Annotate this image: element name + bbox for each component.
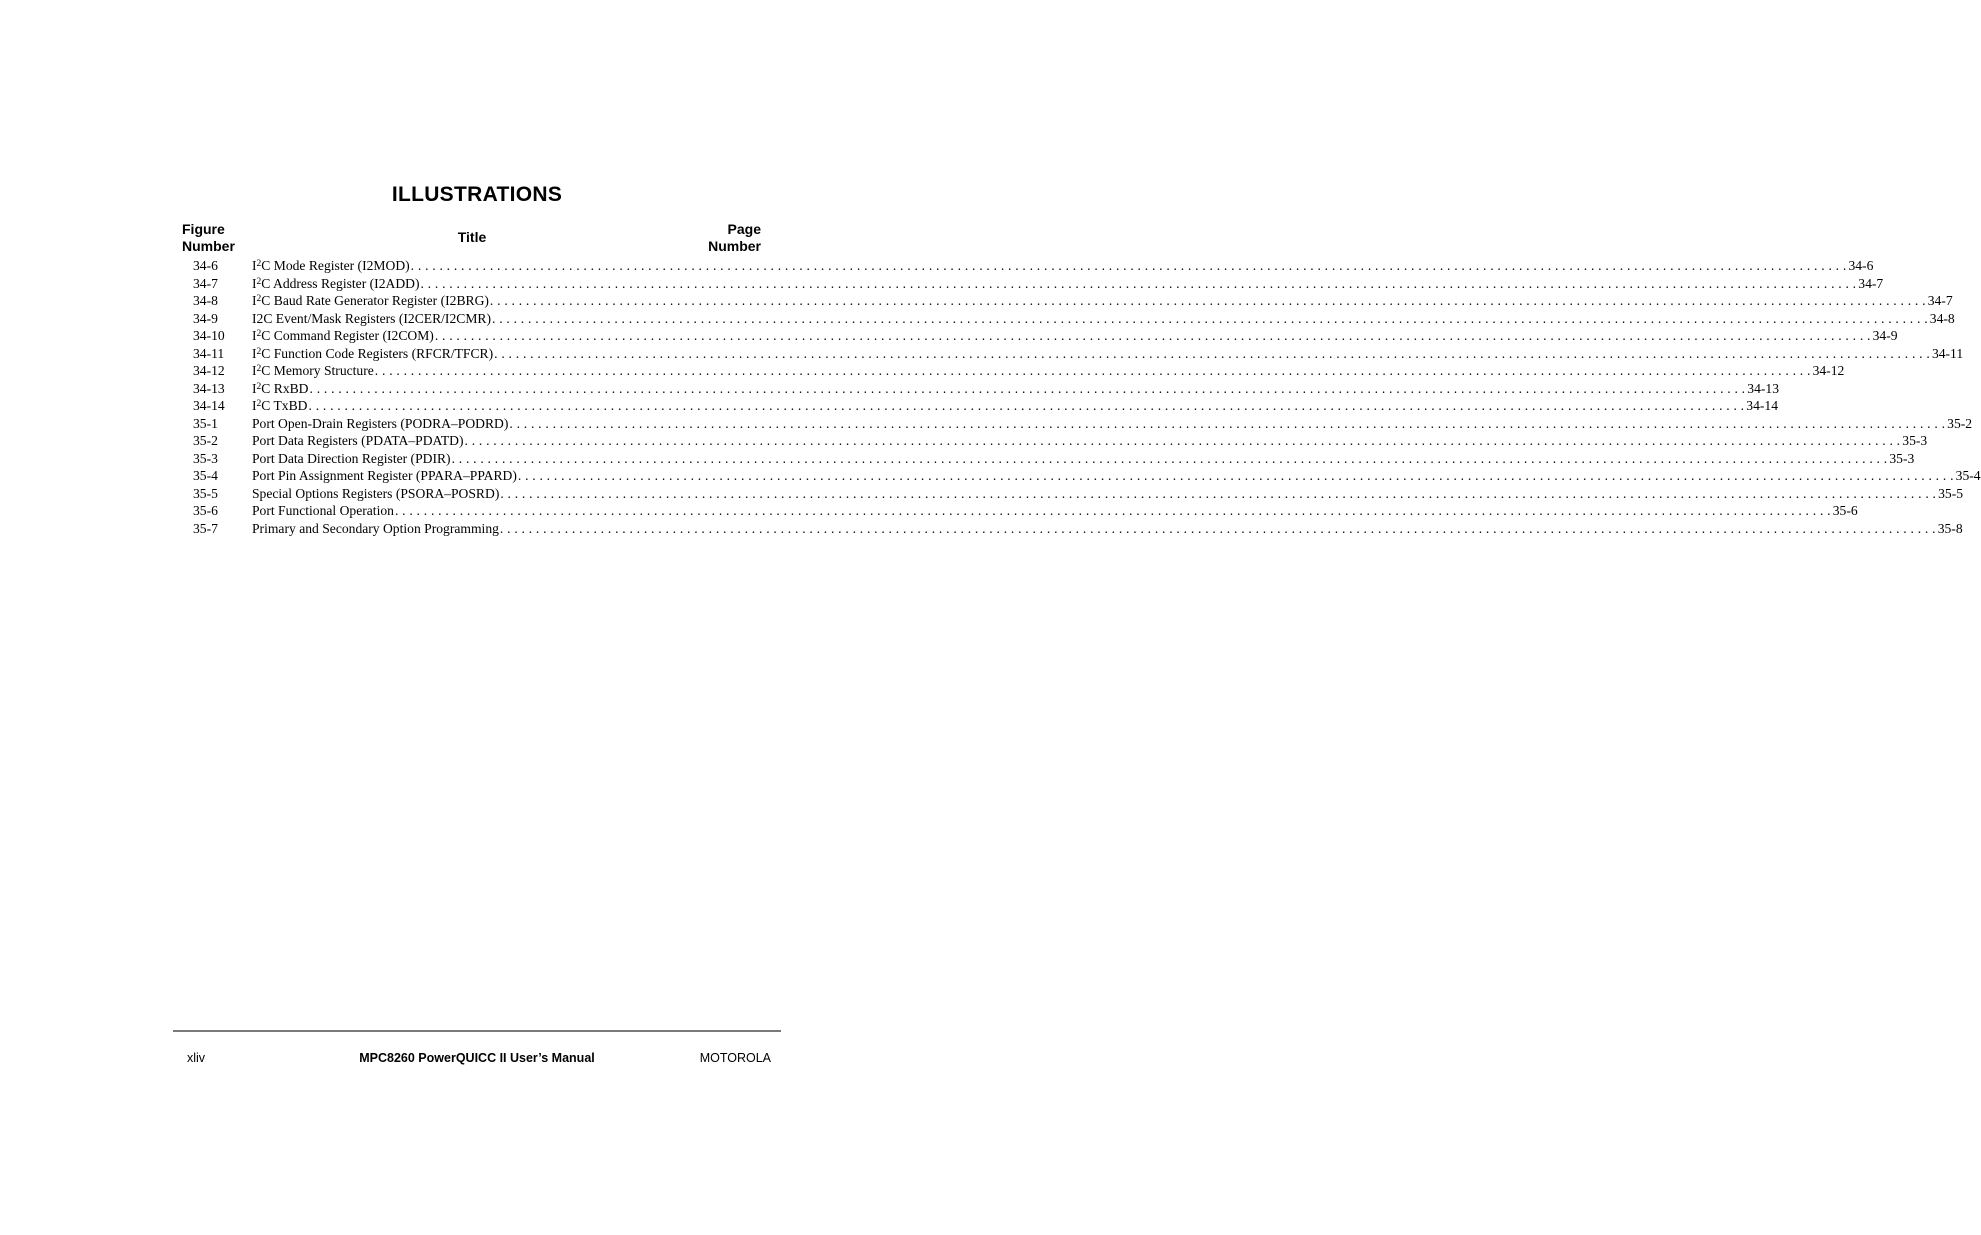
dot-leader: . . . . . . . . . . . . . . . . . . . . . . . . . . . . . . . . . . . . . . . . . . . . . . . . . . . . . . . . . . . . . . . . . . . . . . . . . . . . . . . . . . . . . . . . . . . . . . . . . . . . . . . . . . . . . . . . . . . . . . . . . . . . . . . . . . . . . . . . . . . . . . . . . . . . . . . . . . . . . . . . . . . . . . . . . . . . . . . . . . . . . . . . . . . . . . . . . . . . . . . . xyxy=(492,310,1928,326)
toc-entry[interactable] xyxy=(193,380,1779,398)
figure-title xyxy=(252,327,434,345)
dot-leader: . . . . . . . . . . . . . . . . . . . . . . . . . . . . . . . . . . . . . . . . . . . . . . . . . . . . . . . . . . . . . . . . . . . . . . . . . . . . . . . . . . . . . . . . . . . . . . . . . . . . . . . . . . . . . . . . . . . . . . . . . . . . . . . . . . . . . . . . . . . . . . . . . . . . . . . . . . . . . . . . . . . . . . . . . . . . . . . . . . . . . . . . . . . . . . . . . . . . . . . . xyxy=(420,275,1857,291)
figure-number: 34-6 xyxy=(193,258,218,273)
superscript: 2 xyxy=(256,364,262,374)
illustrations-list xyxy=(193,257,1981,537)
dot-leader: . . . . . . . . . . . . . . . . . . . . . . . . . . . . . . . . . . . . . . . . . . . . . . . . . . . . . . . . . . . . . . . . . . . . . . . . . . . . . . . . . . . . . . . . . . . . . . . . . . . . . . . . . . . . . . . . . . . . . . . . . . . . . . . . . . . . . . . . . . . . . . . . . . . . . . . . . . . . . . . . . . . . . . . . . . . . . . . . . . . . . . . . . . . . . . . . . . . . . . . . xyxy=(308,398,1745,413)
superscript: 2 xyxy=(256,294,262,304)
page-number: 34-14 xyxy=(1746,398,1778,413)
figure-title xyxy=(252,380,309,398)
dot-leader: . . . . . . . . . . . . . . . . . . . . . . . . . . . . . . . . . . . . . . . . . . . . . . . . . . . . . . . . . . . . . . . . . . . . . . . . . . . . . . . . . . . . . . . . . . . . . . . . . . . . . . . . . . . . . . . . . . . . . . . . . . . . . . . . . . . . . . . . . . . . . . . . . . . . . . . . . . . . . . . . . . . . . . . . . . . . . . . . . . . . . . . . . . . . . . . . . . . . . . . . xyxy=(374,363,1811,378)
figure-title-text: C Function Code Registers (RFCR/TFCR) xyxy=(261,345,494,361)
toc-entry-body xyxy=(252,362,1845,380)
superscript: 2 xyxy=(256,399,262,409)
figure-title-prefix: I xyxy=(252,363,257,378)
figure-title xyxy=(252,362,374,380)
dot-leader: . . . . . . . . . . . . . . . . . . . . . . . . . . . . . . . . . . . . . . . . . . . . . . . . . . . . . . . . . . . . . . . . . . . . . . . . . . . . . . . . . . . . . . . . . . . . . . . . . . . . . . . . . . . . . . . . . . . . . . . . . . . . . . . . . . . . . . . . . . . . . . . . . . . . . . . . . . . . . . . . . . . . . . . . . . . . . . . . . . . . . . . . . . . . . . . . . . . . . . . . xyxy=(517,468,1954,483)
figure-title-prefix: I xyxy=(252,345,257,361)
figure-number: 35-3 xyxy=(193,450,218,466)
figure-title-text: C Baud Rate Generator Register (I2BRG) xyxy=(261,293,489,308)
figure-number: 35-2 xyxy=(193,433,218,448)
dot-leader: . . . . . . . . . . . . . . . . . . . . . . . . . . . . . . . . . . . . . . . . . . . . . . . . . . . . . . . . . . . . . . . . . . . . . . . . . . . . . . . . . . . . . . . . . . . . . . . . . . . . . . . . . . . . . . . . . . . . . . . . . . . . . . . . . . . . . . . . . . . . . . . . . . . . . . . . . . . . . . . . . . . . . . . . . . . . . . . . . . . . . . . . . . . . . . . . . . . . . . . . xyxy=(394,503,1831,518)
figure-number: 34-11 xyxy=(193,345,225,361)
figure-title-text: C Address Register (I2ADD) xyxy=(261,275,420,291)
figure-title xyxy=(252,415,508,433)
figure-number-column-header xyxy=(182,221,235,255)
figure-title xyxy=(252,345,493,363)
page-number: 34-8 xyxy=(1929,310,1955,326)
superscript: 2 xyxy=(256,346,262,357)
dot-leader: . . . . . . . . . . . . . . . . . . . . . . . . . . . . . . . . . . . . . . . . . . . . . . . . . . . . . . . . . . . . . . . . . . . . . . . . . . . . . . . . . . . . . . . . . . . . . . . . . . . . . . . . . . . . . . . . . . . . . . . . . . . . . . . . . . . . . . . . . . . . . . . . . . . . . . . . . . . . . . . . . . . . . . . . . . . . . . . . . . . . . . . . . . . . . . . . . . . . . . . . xyxy=(410,258,1847,273)
toc-entry[interactable] xyxy=(193,397,1778,415)
toc-entry[interactable] xyxy=(193,362,1845,380)
figure-number: 35-5 xyxy=(193,485,218,501)
figure-title-prefix: I xyxy=(252,398,257,413)
toc-entry-body xyxy=(252,310,1955,328)
figure-title xyxy=(252,310,491,328)
figure-title xyxy=(252,292,489,310)
page-number: 34-13 xyxy=(1747,380,1779,396)
figure-title-prefix: I xyxy=(252,258,257,273)
page-number: 35-3 xyxy=(1902,433,1928,448)
toc-entry-body xyxy=(252,275,1884,293)
toc-entry[interactable] xyxy=(193,310,1955,328)
figure-title-prefix: I xyxy=(252,293,257,308)
dot-leader: . . . . . . . . . . . . . . . . . . . . . . . . . . . . . . . . . . . . . . . . . . . . . . . . . . . . . . . . . . . . . . . . . . . . . . . . . . . . . . . . . . . . . . . . . . . . . . . . . . . . . . . . . . . . . . . . . . . . . . . . . . . . . . . . . . . . . . . . . . . . . . . . . . . . . . . . . . . . . . . . . . . . . . . . . . . . . . . . . . . . . . . . . . . . . . . . . . . . . . . . xyxy=(499,520,1936,536)
figure-title-text: C Memory Structure xyxy=(261,363,374,378)
toc-entry[interactable] xyxy=(193,520,1963,538)
toc-entry-body xyxy=(252,485,1964,503)
page-number: 34-11 xyxy=(1931,345,1964,361)
footer-company: MOTOROLA xyxy=(699,1051,771,1065)
figure-title xyxy=(252,450,451,468)
toc-entry[interactable] xyxy=(193,327,1898,345)
figure-title-text: C TxBD xyxy=(261,398,308,413)
figure-title-text: Port Open-Drain Registers (PODRA–PODRD) xyxy=(252,415,509,431)
figure-title xyxy=(252,397,308,415)
figure-title-text: Port Pin Assignment Register (PPARA–PPARD) xyxy=(252,468,517,483)
page-header-line-1: Page xyxy=(727,221,761,237)
superscript: 2 xyxy=(256,381,262,392)
page-number: 35-4 xyxy=(1955,468,1981,483)
superscript: 2 xyxy=(256,259,262,269)
toc-entry[interactable] xyxy=(193,432,1928,450)
figure-title-text: C Mode Register (I2MOD) xyxy=(261,258,410,273)
figure-number: 34-8 xyxy=(193,293,218,308)
toc-entry[interactable] xyxy=(193,485,1964,503)
toc-entry-body xyxy=(252,380,1779,398)
page-number-column-header xyxy=(708,221,761,255)
figure-title-text: Special Options Registers (PSORA–POSRD) xyxy=(252,485,500,501)
figure-title xyxy=(252,520,499,538)
toc-entry-body xyxy=(252,467,1981,485)
figure-number: 34-10 xyxy=(193,328,225,343)
footer-page-number: xliv xyxy=(187,1051,206,1065)
figure-title-text: C Command Register (I2COM) xyxy=(261,328,434,343)
page-number: 34-7 xyxy=(1858,275,1884,291)
page-number: 35-6 xyxy=(1832,503,1858,518)
dot-leader: . . . . . . . . . . . . . . . . . . . . . . . . . . . . . . . . . . . . . . . . . . . . . . . . . . . . . . . . . . . . . . . . . . . . . . . . . . . . . . . . . . . . . . . . . . . . . . . . . . . . . . . . . . . . . . . . . . . . . . . . . . . . . . . . . . . . . . . . . . . . . . . . . . . . . . . . . . . . . . . . . . . . . . . . . . . . . . . . . . . . . . . . . . . . . . . . . . . . . . . . xyxy=(489,293,1926,308)
toc-entry[interactable] xyxy=(193,292,1953,310)
figure-title-text: I2C Event/Mask Registers (I2CER/I2CMR) xyxy=(252,310,492,326)
dot-leader: . . . . . . . . . . . . . . . . . . . . . . . . . . . . . . . . . . . . . . . . . . . . . . . . . . . . . . . . . . . . . . . . . . . . . . . . . . . . . . . . . . . . . . . . . . . . . . . . . . . . . . . . . . . . . . . . . . . . . . . . . . . . . . . . . . . . . . . . . . . . . . . . . . . . . . . . . . . . . . . . . . . . . . . . . . . . . . . . . . . . . . . . . . . . . . . . . . . . . . . . xyxy=(509,415,1946,431)
figure-number: 35-7 xyxy=(193,520,218,536)
toc-entry-body xyxy=(252,327,1898,345)
toc-entry[interactable] xyxy=(193,345,1964,363)
figure-header-line-1: Figure xyxy=(182,221,225,237)
page-number: 35-5 xyxy=(1938,485,1964,501)
footer-manual-title: MPC8260 PowerQUICC II User’s Manual xyxy=(359,1051,595,1065)
figure-title xyxy=(252,485,499,503)
toc-entry-body xyxy=(252,450,1915,468)
figure-title-text: Port Functional Operation xyxy=(252,503,394,518)
toc-entry-body xyxy=(252,257,1874,275)
toc-entry[interactable] xyxy=(193,467,1981,485)
figure-title-prefix: I xyxy=(252,275,257,291)
superscript: 2 xyxy=(256,329,262,339)
toc-entry-body xyxy=(252,415,1973,433)
figure-title xyxy=(252,467,517,485)
figure-header-line-2: Number xyxy=(182,238,235,254)
figure-number: 34-13 xyxy=(193,380,225,396)
figure-number: 34-14 xyxy=(193,398,225,413)
toc-entry[interactable] xyxy=(193,502,1858,520)
toc-entry-body xyxy=(252,345,1964,363)
figure-title xyxy=(252,502,394,520)
superscript: 2 xyxy=(256,276,262,287)
toc-entry-body xyxy=(252,292,1953,310)
toc-entry[interactable] xyxy=(193,275,1884,293)
footer-divider xyxy=(173,1030,781,1032)
dot-leader: . . . . . . . . . . . . . . . . . . . . . . . . . . . . . . . . . . . . . . . . . . . . . . . . . . . . . . . . . . . . . . . . . . . . . . . . . . . . . . . . . . . . . . . . . . . . . . . . . . . . . . . . . . . . . . . . . . . . . . . . . . . . . . . . . . . . . . . . . . . . . . . . . . . . . . . . . . . . . . . . . . . . . . . . . . . . . . . . . . . . . . . . . . . . . . . . . . . . . . . . xyxy=(309,380,1746,396)
figure-title xyxy=(252,432,464,450)
page-number: 34-7 xyxy=(1927,293,1953,308)
toc-entry-body xyxy=(252,520,1963,538)
dot-leader: . . . . . . . . . . . . . . . . . . . . . . . . . . . . . . . . . . . . . . . . . . . . . . . . . . . . . . . . . . . . . . . . . . . . . . . . . . . . . . . . . . . . . . . . . . . . . . . . . . . . . . . . . . . . . . . . . . . . . . . . . . . . . . . . . . . . . . . . . . . . . . . . . . . . . . . . . . . . . . . . . . . . . . . . . . . . . . . . . . . . . . . . . . . . . . . . . . . . . . . . xyxy=(451,450,1888,466)
page-header-line-2: Number xyxy=(708,238,761,254)
figure-number: 35-1 xyxy=(193,415,218,431)
dot-leader: . . . . . . . . . . . . . . . . . . . . . . . . . . . . . . . . . . . . . . . . . . . . . . . . . . . . . . . . . . . . . . . . . . . . . . . . . . . . . . . . . . . . . . . . . . . . . . . . . . . . . . . . . . . . . . . . . . . . . . . . . . . . . . . . . . . . . . . . . . . . . . . . . . . . . . . . . . . . . . . . . . . . . . . . . . . . . . . . . . . . . . . . . . . . . . . . . . . . . . . . xyxy=(434,328,1871,343)
toc-entry-body xyxy=(252,397,1778,415)
page-title: ILLUSTRATIONS xyxy=(391,183,563,206)
figure-number: 34-9 xyxy=(193,310,218,326)
toc-entry[interactable] xyxy=(193,450,1915,468)
title-column-header: Title xyxy=(457,229,487,245)
dot-leader: . . . . . . . . . . . . . . . . . . . . . . . . . . . . . . . . . . . . . . . . . . . . . . . . . . . . . . . . . . . . . . . . . . . . . . . . . . . . . . . . . . . . . . . . . . . . . . . . . . . . . . . . . . . . . . . . . . . . . . . . . . . . . . . . . . . . . . . . . . . . . . . . . . . . . . . . . . . . . . . . . . . . . . . . . . . . . . . . . . . . . . . . . . . . . . . . . . . . . . . . xyxy=(464,433,1901,448)
page-number: 34-6 xyxy=(1848,258,1874,273)
figure-number: 34-7 xyxy=(193,275,218,291)
toc-entry[interactable] xyxy=(193,415,1973,433)
figure-title-prefix: I xyxy=(252,380,257,396)
figure-title-text: C RxBD xyxy=(261,380,309,396)
figure-number: 35-6 xyxy=(193,503,218,518)
figure-number: 34-12 xyxy=(193,363,225,378)
figure-title xyxy=(252,275,419,293)
page-number: 35-3 xyxy=(1889,450,1915,466)
page-number: 34-9 xyxy=(1872,328,1898,343)
toc-entry-body xyxy=(252,432,1928,450)
figure-title-text: Port Data Registers (PDATA–PDATD) xyxy=(252,433,464,448)
figure-title-text: Primary and Secondary Option Programming xyxy=(252,520,499,536)
page-number: 34-12 xyxy=(1812,363,1845,378)
figure-number: 35-4 xyxy=(193,468,218,483)
dot-leader: . . . . . . . . . . . . . . . . . . . . . . . . . . . . . . . . . . . . . . . . . . . . . . . . . . . . . . . . . . . . . . . . . . . . . . . . . . . . . . . . . . . . . . . . . . . . . . . . . . . . . . . . . . . . . . . . . . . . . . . . . . . . . . . . . . . . . . . . . . . . . . . . . . . . . . . . . . . . . . . . . . . . . . . . . . . . . . . . . . . . . . . . . . . . . . . . . . . . . . . . xyxy=(494,345,1930,361)
figure-title-prefix: I xyxy=(252,328,257,343)
toc-entry-body xyxy=(252,502,1858,520)
figure-title xyxy=(252,257,410,275)
toc-entry[interactable] xyxy=(193,257,1874,275)
figure-title-text: Port Data Direction Register (PDIR) xyxy=(252,450,451,466)
page-number: 35-8 xyxy=(1937,520,1963,536)
dot-leader: . . . . . . . . . . . . . . . . . . . . . . . . . . . . . . . . . . . . . . . . . . . . . . . . . . . . . . . . . . . . . . . . . . . . . . . . . . . . . . . . . . . . . . . . . . . . . . . . . . . . . . . . . . . . . . . . . . . . . . . . . . . . . . . . . . . . . . . . . . . . . . . . . . . . . . . . . . . . . . . . . . . . . . . . . . . . . . . . . . . . . . . . . . . . . . . . . . . . . . . . xyxy=(500,485,1937,501)
page-number: 35-2 xyxy=(1947,415,1973,431)
